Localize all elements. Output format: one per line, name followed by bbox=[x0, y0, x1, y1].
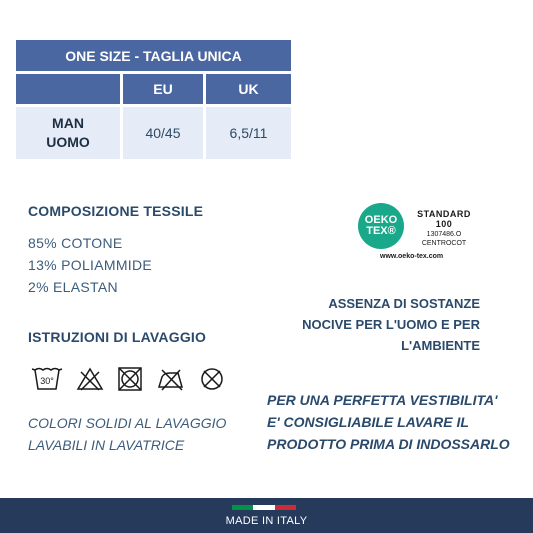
oeko-logo-line1: OEKO bbox=[364, 214, 398, 226]
harmful-substances-note bbox=[302, 293, 480, 356]
no-bleach-icon bbox=[76, 366, 104, 392]
oeko-cert-number: 1307486.O bbox=[426, 231, 462, 238]
composition-item: 85% COTONE bbox=[28, 235, 123, 251]
wash-30-icon bbox=[30, 366, 64, 392]
oeko-standard-label: STANDARD bbox=[417, 209, 471, 219]
fit-note-line: PRODOTTO PRIMA DI INDOSSARLO bbox=[267, 436, 510, 452]
fit-note bbox=[267, 389, 510, 455]
row-label-man: MAN bbox=[52, 115, 84, 131]
washing-note-line: LAVABILI IN LAVATRICE bbox=[28, 437, 185, 453]
row-label-uomo: UOMO bbox=[46, 134, 90, 150]
washing-heading: ISTRUZIONI DI LAVAGGIO bbox=[28, 329, 207, 345]
oeko-standard bbox=[414, 209, 474, 229]
made-in-italy-label: MADE IN ITALY bbox=[225, 515, 308, 527]
oeko-logo-line2: TEX® bbox=[366, 225, 396, 237]
oeko-tex-logo bbox=[358, 203, 404, 249]
uk-size-value: 6,5/11 bbox=[206, 107, 291, 159]
no-iron-icon bbox=[156, 366, 186, 392]
composition-item: 2% ELASTAN bbox=[28, 279, 118, 295]
oeko-standard-number: 100 bbox=[435, 219, 453, 229]
washing-icons bbox=[30, 364, 226, 394]
size-table bbox=[16, 40, 291, 159]
fit-note-line: PER UNA PERFETTA VESTIBILITA' bbox=[267, 392, 498, 408]
flag-stripe-green bbox=[232, 505, 253, 510]
harmful-note-line: ASSENZA DI SOSTANZE bbox=[328, 296, 480, 311]
no-tumble-dry-icon bbox=[116, 366, 144, 392]
eu-size-value: 40/45 bbox=[123, 107, 203, 159]
composition-heading: COMPOSIZIONE TESSILE bbox=[28, 203, 204, 219]
flag-stripe-red bbox=[275, 505, 296, 510]
no-dry-clean-icon bbox=[198, 366, 226, 392]
washing-note bbox=[28, 412, 226, 456]
table-header-eu: EU bbox=[123, 74, 203, 104]
composition-item: 13% POLIAMMIDE bbox=[28, 257, 153, 273]
harmful-note-line: NOCIVE PER L'UOMO E PER bbox=[302, 317, 480, 332]
oeko-institute: CENTROCOT bbox=[421, 240, 467, 247]
row-label bbox=[16, 107, 120, 159]
table-header-uk: UK bbox=[206, 74, 291, 104]
size-table-title: ONE SIZE - TAGLIA UNICA bbox=[16, 40, 291, 71]
oeko-certificate bbox=[414, 230, 474, 248]
composition-list bbox=[28, 232, 152, 298]
italian-flag-icon bbox=[232, 505, 296, 510]
flag-stripe-white bbox=[253, 505, 274, 510]
oeko-url: www.oeko-tex.com bbox=[380, 253, 444, 260]
table-header-empty bbox=[16, 74, 120, 104]
washing-note-line: COLORI SOLIDI AL LAVAGGIO bbox=[28, 415, 227, 431]
wash-temperature-label: 30° bbox=[40, 376, 54, 386]
fit-note-line: E' CONSIGLIABILE LAVARE IL bbox=[267, 414, 469, 430]
oeko-tex-label bbox=[358, 203, 488, 265]
harmful-note-line: L'AMBIENTE bbox=[401, 338, 480, 353]
